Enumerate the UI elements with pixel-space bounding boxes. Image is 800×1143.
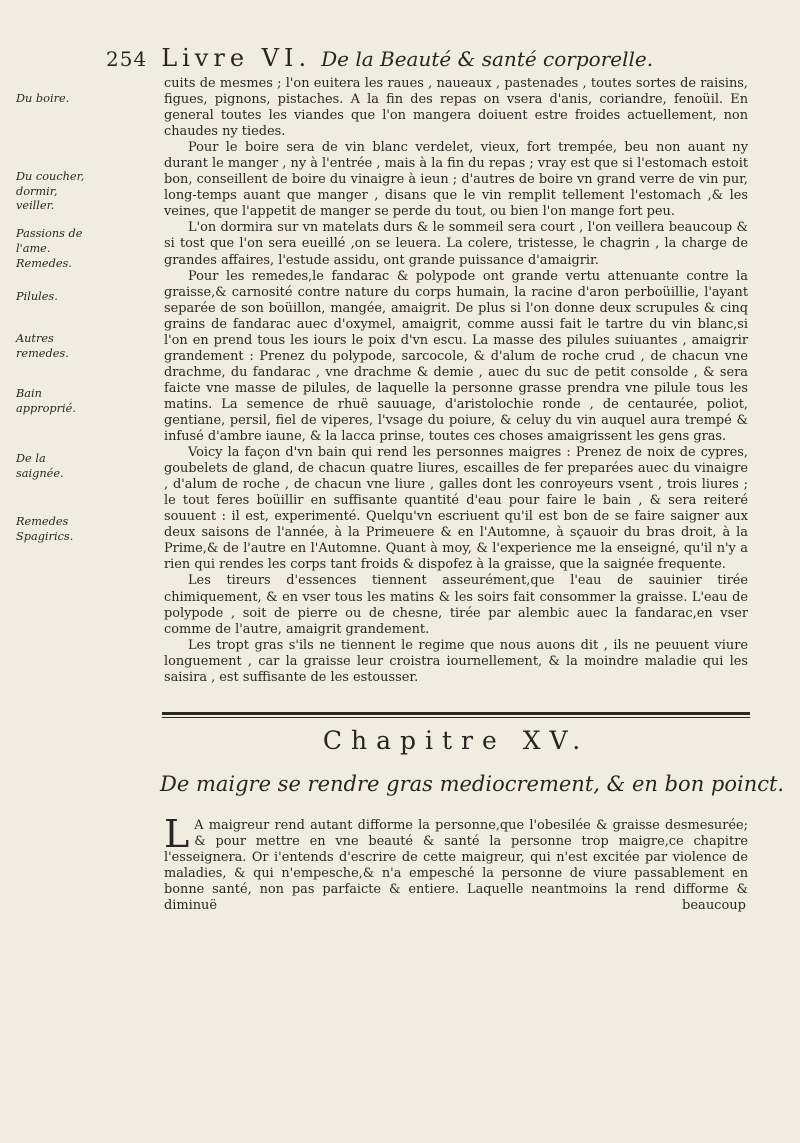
- margin-note-pilules: Pilules.: [16, 290, 58, 303]
- chapter-title: De maigre se rendre gras mediocrement, & en bon poinct.: [160, 772, 785, 796]
- running-title: De la Beauté & santé corporelle.: [321, 47, 654, 71]
- paragraph: cuits de mesmes ; l'on euitera les raues , naueaux , pastenades , toutes sortes de raisins, figues, pignons, pistaches. A la fin des repas on vsera d'anis, coriandre, fenoüil. En general toutes les viandes que l'on mangera doiuent estre froides actuellement, non chaudes ny tiedes.: [164, 76, 748, 140]
- page-number: 254: [106, 47, 148, 71]
- margin-note-saignee: De la saignée.: [16, 452, 64, 480]
- paragraph: Les tropt gras s'ils ne tiennent le regime que nous auons dit , ils ne peuuent viure longuement , car la graisse leur croistra iournellement, & la moindre maladie qui les saisira , est suffisante de les estousser.: [164, 637, 748, 685]
- chapter-heading: Chapitre XV.: [322, 726, 590, 755]
- paragraph: Les tireurs d'essences tiennent asseurément,que l'eau de sauinier tirée chimiquement, & en vser tous les matins & les soirs fait consommer la graisse. L'eau de polypode , soit de pierre ou de chesne, tirée par alembic auec la fandarac,en vser comme de l'autre, amaigrit grandement.: [164, 573, 748, 637]
- paragraph: Pour le boire sera de vin blanc verdelet, vieux, fort trempée, beu non auant ny durant le manger , ny à l'entrée , mais à la fin du repas ; vray est que si l'estomach estoit bon, conseillent de boire du vinaigre à ieun ; d'autres de boire vn grand verre de vin pur, long-temps auant que manger , disans que le vin remplit tellement l'estomach ,& les veines, que l'appetit de manger se perde du tout, ou bien l'on mange fort peu.: [164, 140, 748, 220]
- margin-note-autres-remedes: Autres remedes.: [16, 332, 69, 360]
- margin-note-bain: Bain approprié.: [16, 387, 76, 415]
- paragraph: Pour les remedes,le fandarac & polypode ont grande vertu attenuante contre la graisse,& carnosité contre nature du corps humain, la racine d'aron perboüillie, l'ayant separée de son boüillon, mangée, amaigrit. De plus si l'on donne deux scrupules & cinq grains de fandarac auec d'oxymel, amaigrit, comme aussi fait le tartre du vin blanc,si l'on en prend tous les iours le poix d'vn escu. La masse des pilules suiuantes , amaigrir grandement : Prenez du polypode, sarcocole, & d'alum de roche crud , de chacun vne drachme, du fandarac , vne drachme & demie , auec du suc de petit consolde , & sera faicte vne masse de pilules, de laquelle la personne grasse prendra vne pilule tous les matins. La semence de rhuë sauuage, d'aristolochie ronde , de centaurée, poliot, gentiane, persil, fiel de viperes, l'vsage du poiure, & celuy du vin auquel aura trempé & infusé d'ambre iaune, & la lacca prinse, toutes ces choses amaigrissent les gens gras.: [164, 268, 748, 445]
- margin-note-coucher: Du coucher, dormir, veiller.: [16, 170, 85, 212]
- margin-note-boire: Du boire.: [16, 92, 70, 105]
- divider-thick-line: [162, 712, 750, 715]
- paragraph: L'on dormira sur vn matelats durs & le sommeil sera court , l'on veillera beaucoup & si tost que l'on sera eueillé ,on se leuera. La colere, tristesse, le chagrin , la charge de grandes affaires, l'estude assidu, ont grande puissance d'amaigrir.: [164, 220, 748, 268]
- chapter-paragraph: A maigreur rend autant difforme la personne,que l'obesilée & graisse desmesurée; & pour mettre en vne beauté & santé la personne trop maigre,ce chapitre l'esseignera. Or i'entends d'escrire de cette maigreur, qui n'est excitée par violence de maladies, & qui n'empesche,& n'a empesché la personne de viure passablement en bonne santé, non pas parfaicte & entiere. Laquelle neantmoins la rend difforme & diminuë: [164, 818, 748, 914]
- catchword: beaucoup: [682, 898, 746, 913]
- margin-note-remedes: Remedes.: [16, 257, 72, 270]
- margin-note-passions: Passions de l'ame.: [16, 227, 83, 255]
- chapter-text: [164, 812, 748, 914]
- chapter-divider: [162, 712, 750, 718]
- paragraph: Voicy la façon d'vn bain qui rend les personnes maigres : Prenez de noix de cypres, goubelets de gland, de chacun quatre liures, escailles de fer preparées auec du vinaigre , d'alum de roche , de chacun vne liure , galles dont les conroyeurs vsent , trois liures ; le tout feres boüillir en suffisante quantité d'eau pour faire le bain , & sera reiteré souuent : il est, experimenté. Quelqu'vn escriuent qu'il est bon de se faire saigner aux deux saisons de l'année, à la Primeuere & en l'Automne, à sçauoir du bras droit, à la Prime,& de l'autre en l'Automne. Quant à moy, & l'experience me la enseigné, qu'il n'y a rien qui rendes les corps tant froids & dispofez à la graisse, que la saignée frequente.: [164, 445, 748, 573]
- book-number: Livre VI.: [161, 44, 312, 72]
- divider-thin-line: [162, 717, 750, 718]
- drop-cap: L: [164, 812, 190, 856]
- main-text: [164, 76, 748, 686]
- margin-note-spagirics: Remedes Spagirics.: [16, 515, 74, 543]
